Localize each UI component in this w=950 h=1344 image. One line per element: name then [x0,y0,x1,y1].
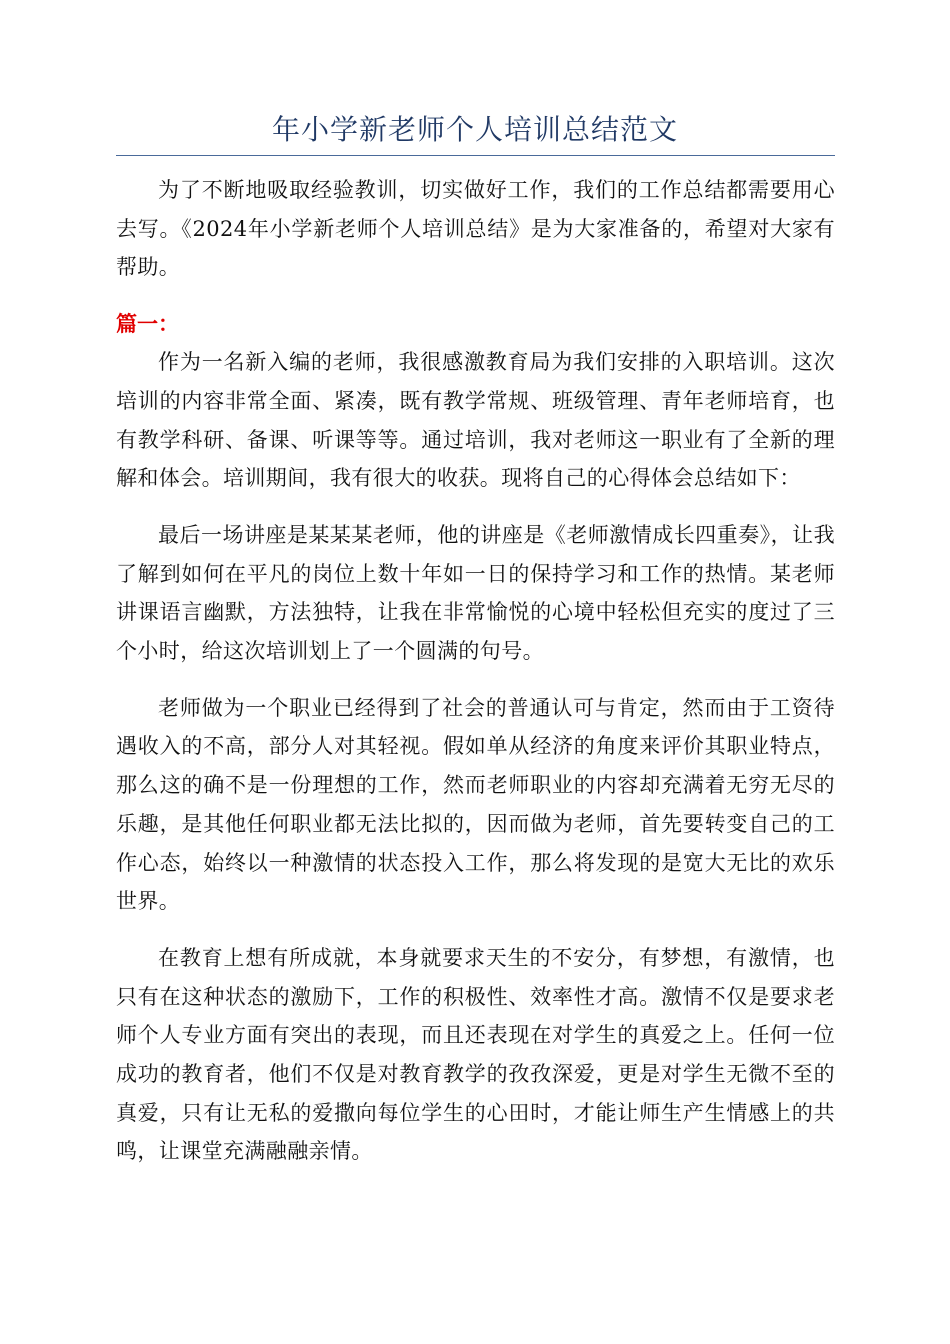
body-paragraph-3: 老师做为一个职业已经得到了社会的普通认可与肯定，然而由于工资待遇收入的不高，部分人对其轻视。假如单从经济的角度来评价其职业特点，那么这的确不是一份理想的工作，然而老师职业的内容却充满着无穷无尽的乐趣，是其他任何职业都无法比拟的，因而做为老师，首先要转变自己的工作心态，始终以一种激情的状态投入工作，那么将发现的是宽大无比的欢乐世界。 [116,695,835,914]
body-paragraph-2: 最后一场讲座是某某某老师，他的讲座是《老师激情成长四重奏》，让我了解到如何在平凡的岗位上数十年如一日的保持学习和工作的热情。某老师讲课语言幽默，方法独特，让我在非常愉悦的心境中轻松但充实的度过了三个小时，给这次培训划上了一个圆满的句号。 [116,522,835,664]
body-paragraph-4: 在教育上想有所成就，本身就要求天生的不安分，有梦想，有激情，也只有在这种状态的激励下，工作的积极性、效率性才高。激情不仅是要求老师个人专业方面有突出的表现，而且还表现在对学生的真爱之上。任何一位成功的教育者，他们不仅是对教育教学的孜孜深爱，更是对学生无微不至的真爱，只有让无私的爱撒向每位学生的心田时，才能让师生产生情感上的共鸣，让课堂充满融融亲情。 [116,945,835,1164]
section-heading: 篇一： [116,312,179,337]
body-paragraph-1: 作为一名新入编的老师，我很感激教育局为我们安排的入职培训。这次培训的内容非常全面、紧凑，既有教学常规、班级管理、青年老师培育，也有教学科研、备课、听课等等。通过培训，我对老师这一职业有了全新的理解和体会。培训期间，我有很大的收获。现将自己的心得体会总结如下： [116,350,835,491]
document-title: 年小学新老师个人培训总结范文 [271,113,678,146]
document-body [116,171,835,1189]
intro-paragraph: 为了不断地吸取经验教训，切实做好工作，我们的工作总结都需要用心去写。《2024年小学新老师个人培训总结》是为大家准备的，希望对大家有帮助。 [116,178,835,280]
title-underline [116,155,835,156]
